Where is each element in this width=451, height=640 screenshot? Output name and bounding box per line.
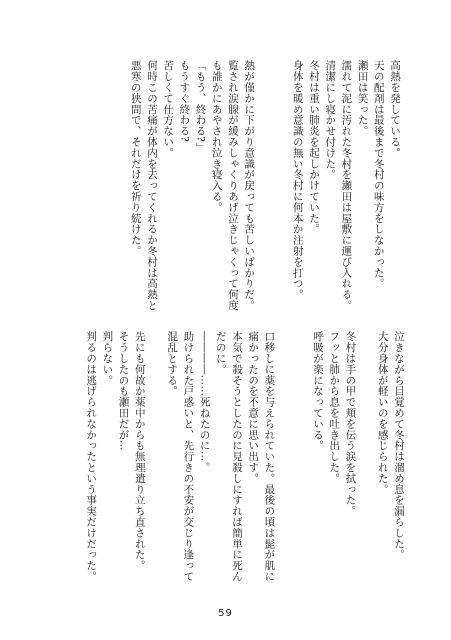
text-line: もうすぐ終わる? [178, 60, 191, 143]
text-line: だのに。 [214, 331, 227, 375]
text-line [277, 331, 293, 603]
text-line: 清潔にし寝かせ付けた。 [324, 60, 337, 180]
text-line: そうしたのも瀬田だが… [117, 331, 130, 451]
text-line: 何時この苦痛が体内を去ってくれるか冬村は高熱と [145, 60, 158, 311]
text-line: も誰かにあやされ泣き寝入る。 [210, 60, 223, 213]
text-block-upper [128, 60, 403, 316]
text-line: 苦しくて仕方ない。 [162, 60, 175, 159]
text-block-lower [83, 331, 407, 603]
text-line: 大分身体が軽いのを感じられた。 [376, 331, 389, 495]
text-line: 「もう、終わる?」 [194, 60, 207, 154]
text-line: 濡れて泥に汚れた冬村を瀬田は屋敷に運び入れる。 [340, 60, 353, 311]
text-line: 泣きながら目覚めて冬村は溜め息を漏らした。 [393, 331, 405, 560]
text-line: 冬村は重い肺炎を起しかけていた。 [307, 60, 320, 235]
text-line: 混乱とする。 [166, 331, 179, 397]
text-line: 痛かったのを不意に思い出す。 [247, 331, 260, 484]
text-line [148, 331, 164, 603]
text-line: 先にも何故か薬中からも無理遣り立ち直された。 [133, 331, 146, 571]
text-line [294, 331, 310, 603]
text-line [257, 60, 273, 316]
text-line: ――――……死ねたのに…。 [198, 331, 211, 473]
text-line: 本気で殺そうとしたのに見殺しにすれば簡単に死ん [230, 331, 243, 582]
text-line: 瀬田は笑った。 [356, 60, 369, 137]
text-line: 口移しに薬を与えられていた。最後の頃は髭が肌に [263, 331, 276, 582]
text-line: 身体を暖め意識の無い冬村に何本か注射を打つ。 [291, 60, 304, 300]
page-number: 59 [218, 608, 233, 619]
text-line: 判るのは逃げられなかったという事実だけだった。 [85, 331, 98, 582]
text-line: 判らない。 [101, 331, 114, 386]
text-line: 助けられた戸惑いと、先行きの不安が交じり逢って [182, 331, 195, 582]
text-line: 高熱を発している。 [389, 60, 401, 159]
text-line [273, 60, 289, 316]
text-line: 悪寒の狭間で、それだけを祈り続けた。 [129, 60, 142, 257]
text-line [358, 331, 374, 603]
text-line: 天の配剤は最後まで冬村の味方をしなかった。 [372, 60, 385, 289]
text-line: 冬村は手の甲で頬を伝う涙を拭った。 [344, 331, 357, 517]
text-line: 覧され涙腺が緩みしゃくりあげ泣きじゃくって何度 [226, 60, 239, 311]
text-line: 熱が僅かに下がり意識が戻っても苦しいばかりだ。 [243, 60, 256, 311]
text-line: 呼吸が楽になっている。 [311, 331, 324, 451]
text-line: フッと肺から息を吐き出した。 [328, 331, 341, 484]
